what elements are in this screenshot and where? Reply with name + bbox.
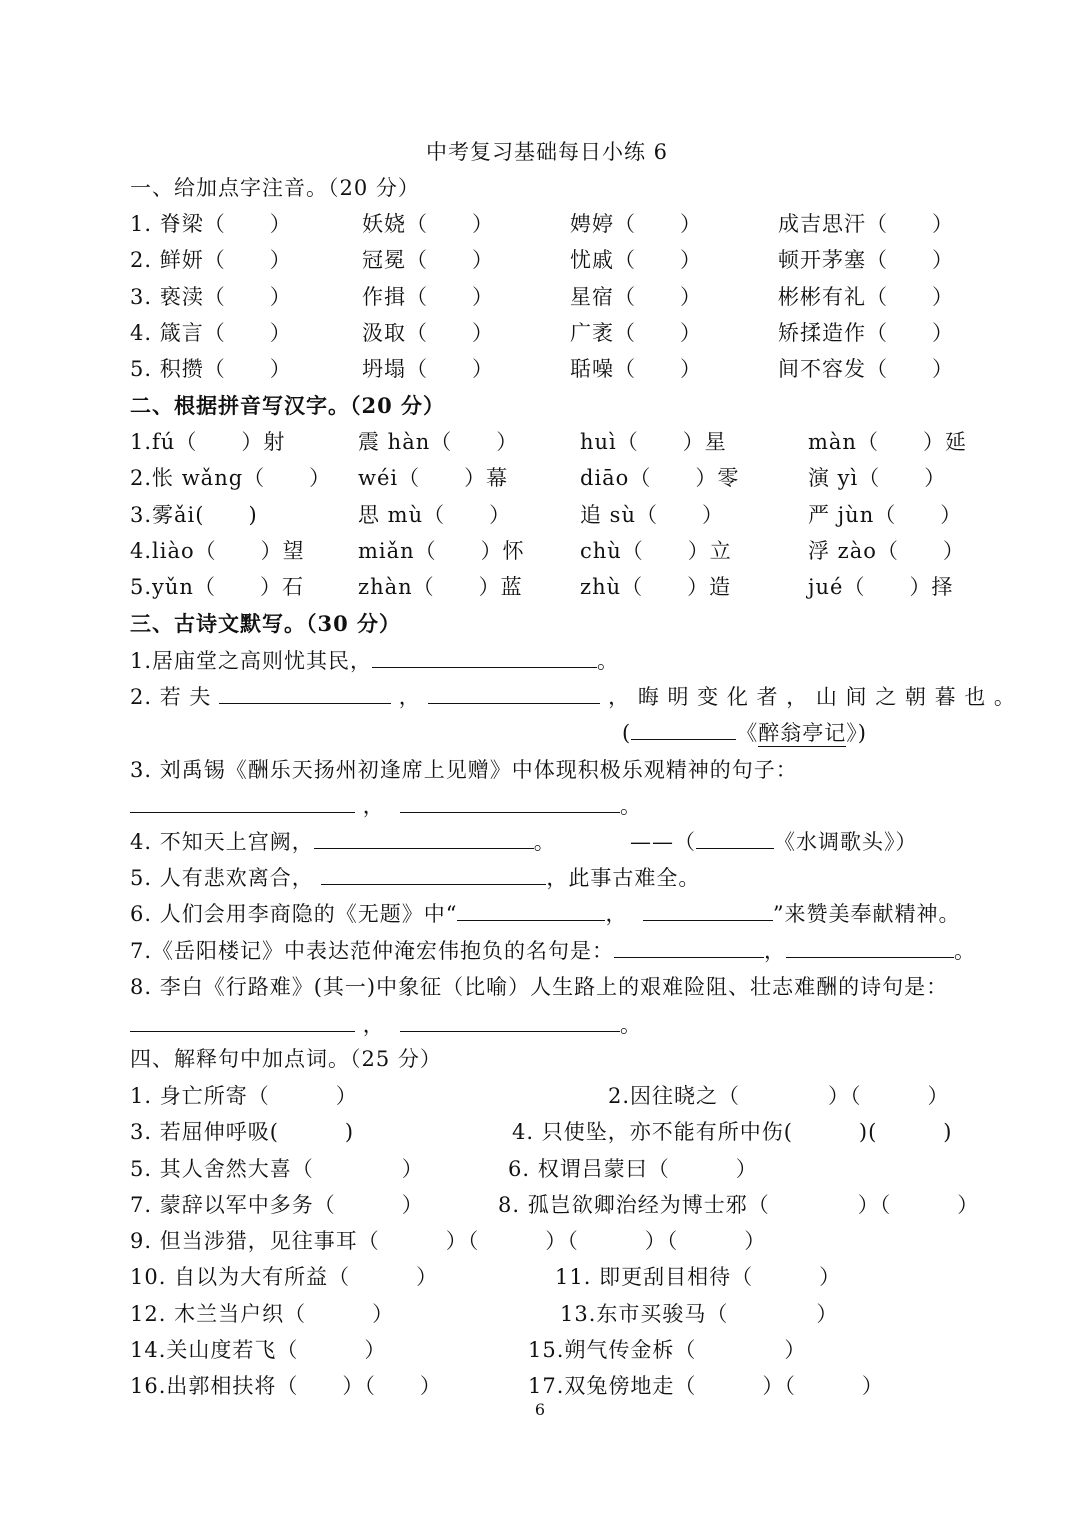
- answer-blank[interactable]: [786, 939, 954, 958]
- section-2-item: 1.fú（ ）射: [130, 430, 286, 454]
- section-1-item: 间不容发（ ）: [778, 357, 954, 382]
- section-4-item: 8. 孤岂欲卿治经为博士邪（ ）（ ）: [498, 1193, 980, 1217]
- section-1-item: 顿开茅塞（ ）: [778, 248, 954, 273]
- answer-blank[interactable]: [696, 830, 774, 849]
- poem-line-3-answers: ， 。: [130, 793, 642, 819]
- section-2-item: miǎn（ ）怀: [358, 538, 525, 563]
- section-4-item: 14.关山度若飞（ ）: [130, 1338, 387, 1362]
- answer-blank[interactable]: [321, 866, 546, 885]
- poem-line-6: 6. 人们会用李商隐的《无题》中“ ， ”来赞美奉献精神。: [130, 902, 961, 926]
- answer-blank[interactable]: [219, 685, 391, 704]
- section-1-item: 坍塌（ ）: [362, 357, 494, 382]
- section-2-item: 2.怅 wǎng（ ）: [130, 466, 332, 491]
- section-1-item: 作揖（ ）: [362, 284, 494, 309]
- section-2-item: 5.yǔn（ ）石: [130, 575, 304, 600]
- section-2-item: jué（ ）择: [808, 575, 954, 600]
- answer-blank[interactable]: [457, 902, 605, 921]
- answer-blank[interactable]: [372, 649, 597, 668]
- answer-blank[interactable]: [643, 902, 773, 921]
- section-4-item: 3. 若屈伸呼吸( ): [130, 1120, 355, 1144]
- section-2-item: diāo（ ）零: [580, 466, 740, 491]
- section-1-item: 1. 脊梁（ ）: [130, 212, 292, 236]
- section-2-heading: 二、根据拼音写汉字。（20 分）: [130, 393, 446, 418]
- answer-blank[interactable]: [130, 794, 355, 813]
- section-4-item: 17.双兔傍地走（ ）（ ）: [528, 1374, 884, 1398]
- section-1-item: 2. 鲜妍（ ）: [130, 248, 292, 273]
- section-1-item: 忧戚（ ）: [570, 248, 702, 273]
- section-1-item: 成吉思汗（ ）: [778, 212, 954, 236]
- section-1-item: 矫揉造作（ ）: [778, 320, 954, 345]
- section-4-item: 5. 其人舍然大喜（ ）: [130, 1157, 424, 1181]
- section-1-item: 娉婷（ ）: [570, 212, 702, 236]
- section-1-item: 彬彬有礼（ ）: [778, 284, 954, 309]
- section-1-item: 冠冕（ ）: [362, 248, 494, 273]
- section-2-item: 4.liào（ ）望: [130, 538, 305, 563]
- section-4-item: 13.东市买骏马（ ）: [560, 1302, 839, 1326]
- section-2-item: 追 sù（ ）: [580, 502, 724, 527]
- answer-blank[interactable]: [400, 1013, 620, 1032]
- section-2-item: 3.雾ǎi( ): [130, 502, 258, 527]
- section-1-item: 汲取（ ）: [362, 320, 494, 345]
- answer-blank[interactable]: [631, 721, 736, 740]
- poem-line-8: 8. 李白《行路难》(其一)中象征（比喻）人生路上的艰难险阻、壮志难酬的诗句是：: [130, 975, 949, 999]
- poem-line-5: 5. 人有悲欢离合， ，此事古难全。: [130, 866, 701, 890]
- section-4-item: 6. 权谓吕蒙曰（ ）: [508, 1157, 758, 1181]
- section-1-item: 广袤（ ）: [570, 320, 702, 345]
- page-title: 中考复习基础每日小练 6: [426, 140, 669, 164]
- answer-blank[interactable]: [400, 794, 620, 813]
- section-4-item: 7. 蒙辞以军中多务（ ）: [130, 1193, 424, 1217]
- section-2-item: zhàn（ ）蓝: [358, 575, 523, 600]
- poem-line-8-answers: ， 。: [130, 1012, 642, 1038]
- section-3-heading: 三、古诗文默写。（30 分）: [130, 611, 402, 636]
- section-4-item: 11. 即更刮目相待（ ）: [555, 1265, 842, 1289]
- section-4-item: 1. 身亡所寄（ ）: [130, 1084, 358, 1108]
- section-4-item: 16.出郭相扶将（ ）（ ）: [130, 1374, 442, 1398]
- section-2-item: chù（ ）立: [580, 538, 732, 563]
- section-4-item: 15.朔气传金柝（ ）: [528, 1338, 807, 1362]
- section-2-item: 演 yì（ ）: [808, 466, 947, 491]
- answer-blank[interactable]: [428, 685, 600, 704]
- section-1-item: 4. 箴言（ ）: [130, 320, 292, 345]
- section-2-item: wéi（ ）幕: [358, 466, 509, 491]
- answer-blank[interactable]: [614, 939, 764, 958]
- section-2-item: 浮 zào（ ）: [808, 538, 965, 563]
- section-4-item: 10. 自以为大有所益（ ）: [130, 1265, 439, 1289]
- poem-line-7: 7.《岳阳楼记》中表达范仲淹宏伟抱负的名句是： ， 。: [130, 939, 977, 963]
- poem-line-1: 1.居庙堂之高则忧其民， 。: [130, 649, 620, 673]
- poem-line-3: 3. 刘禹锡《酬乐天扬州初逢席上见赠》中体现积极乐观精神的句子：: [130, 758, 798, 782]
- section-4-item: 12. 木兰当户织（ ）: [130, 1302, 395, 1326]
- poem-line-2: 2. 若 夫 ， ， 晦 明 变 化 者 ， 山 间 之 朝 暮 也 。: [130, 685, 1016, 709]
- poem-line-2-source: ( 《醉翁亭记》): [622, 721, 867, 745]
- section-2-item: màn（ ）延: [808, 430, 967, 454]
- section-1-heading: 一、给加点字注音。（20 分）: [130, 176, 420, 200]
- answer-blank[interactable]: [314, 830, 534, 849]
- section-2-item: 严 jùn（ ）: [808, 502, 963, 527]
- section-1-item: 聒噪（ ）: [570, 357, 702, 382]
- section-1-item: 3. 亵渎（ ）: [130, 284, 292, 309]
- section-2-item: 震 hàn（ ）: [358, 430, 519, 454]
- section-2-item: zhù（ ）造: [580, 575, 732, 600]
- section-2-item: huì（ ）星: [580, 430, 727, 454]
- section-1-item: 妖娆（ ）: [362, 212, 494, 236]
- section-4-heading: 四、解释句中加点词。（25 分）: [130, 1047, 442, 1071]
- page-number: 6: [534, 1400, 546, 1419]
- section-2-item: 思 mù（ ）: [358, 502, 512, 527]
- section-1-item: 5. 积攒（ ）: [130, 357, 292, 382]
- section-4-item: 4. 只使坠，亦不能有所中伤( )( ): [512, 1120, 953, 1144]
- poem-line-4-source: ——（ 《水调歌头》）: [630, 830, 918, 854]
- answer-blank[interactable]: [130, 1013, 355, 1032]
- section-1-item: 星宿（ ）: [570, 284, 702, 309]
- section-4-item: 9. 但当涉猎，见往事耳（ ）（ ）（ ）（ ）: [130, 1229, 767, 1253]
- poem-line-4: 4. 不知天上宫阙， 。: [130, 830, 556, 854]
- section-4-item: 2.因往晓之（ ）（ ）: [608, 1084, 950, 1108]
